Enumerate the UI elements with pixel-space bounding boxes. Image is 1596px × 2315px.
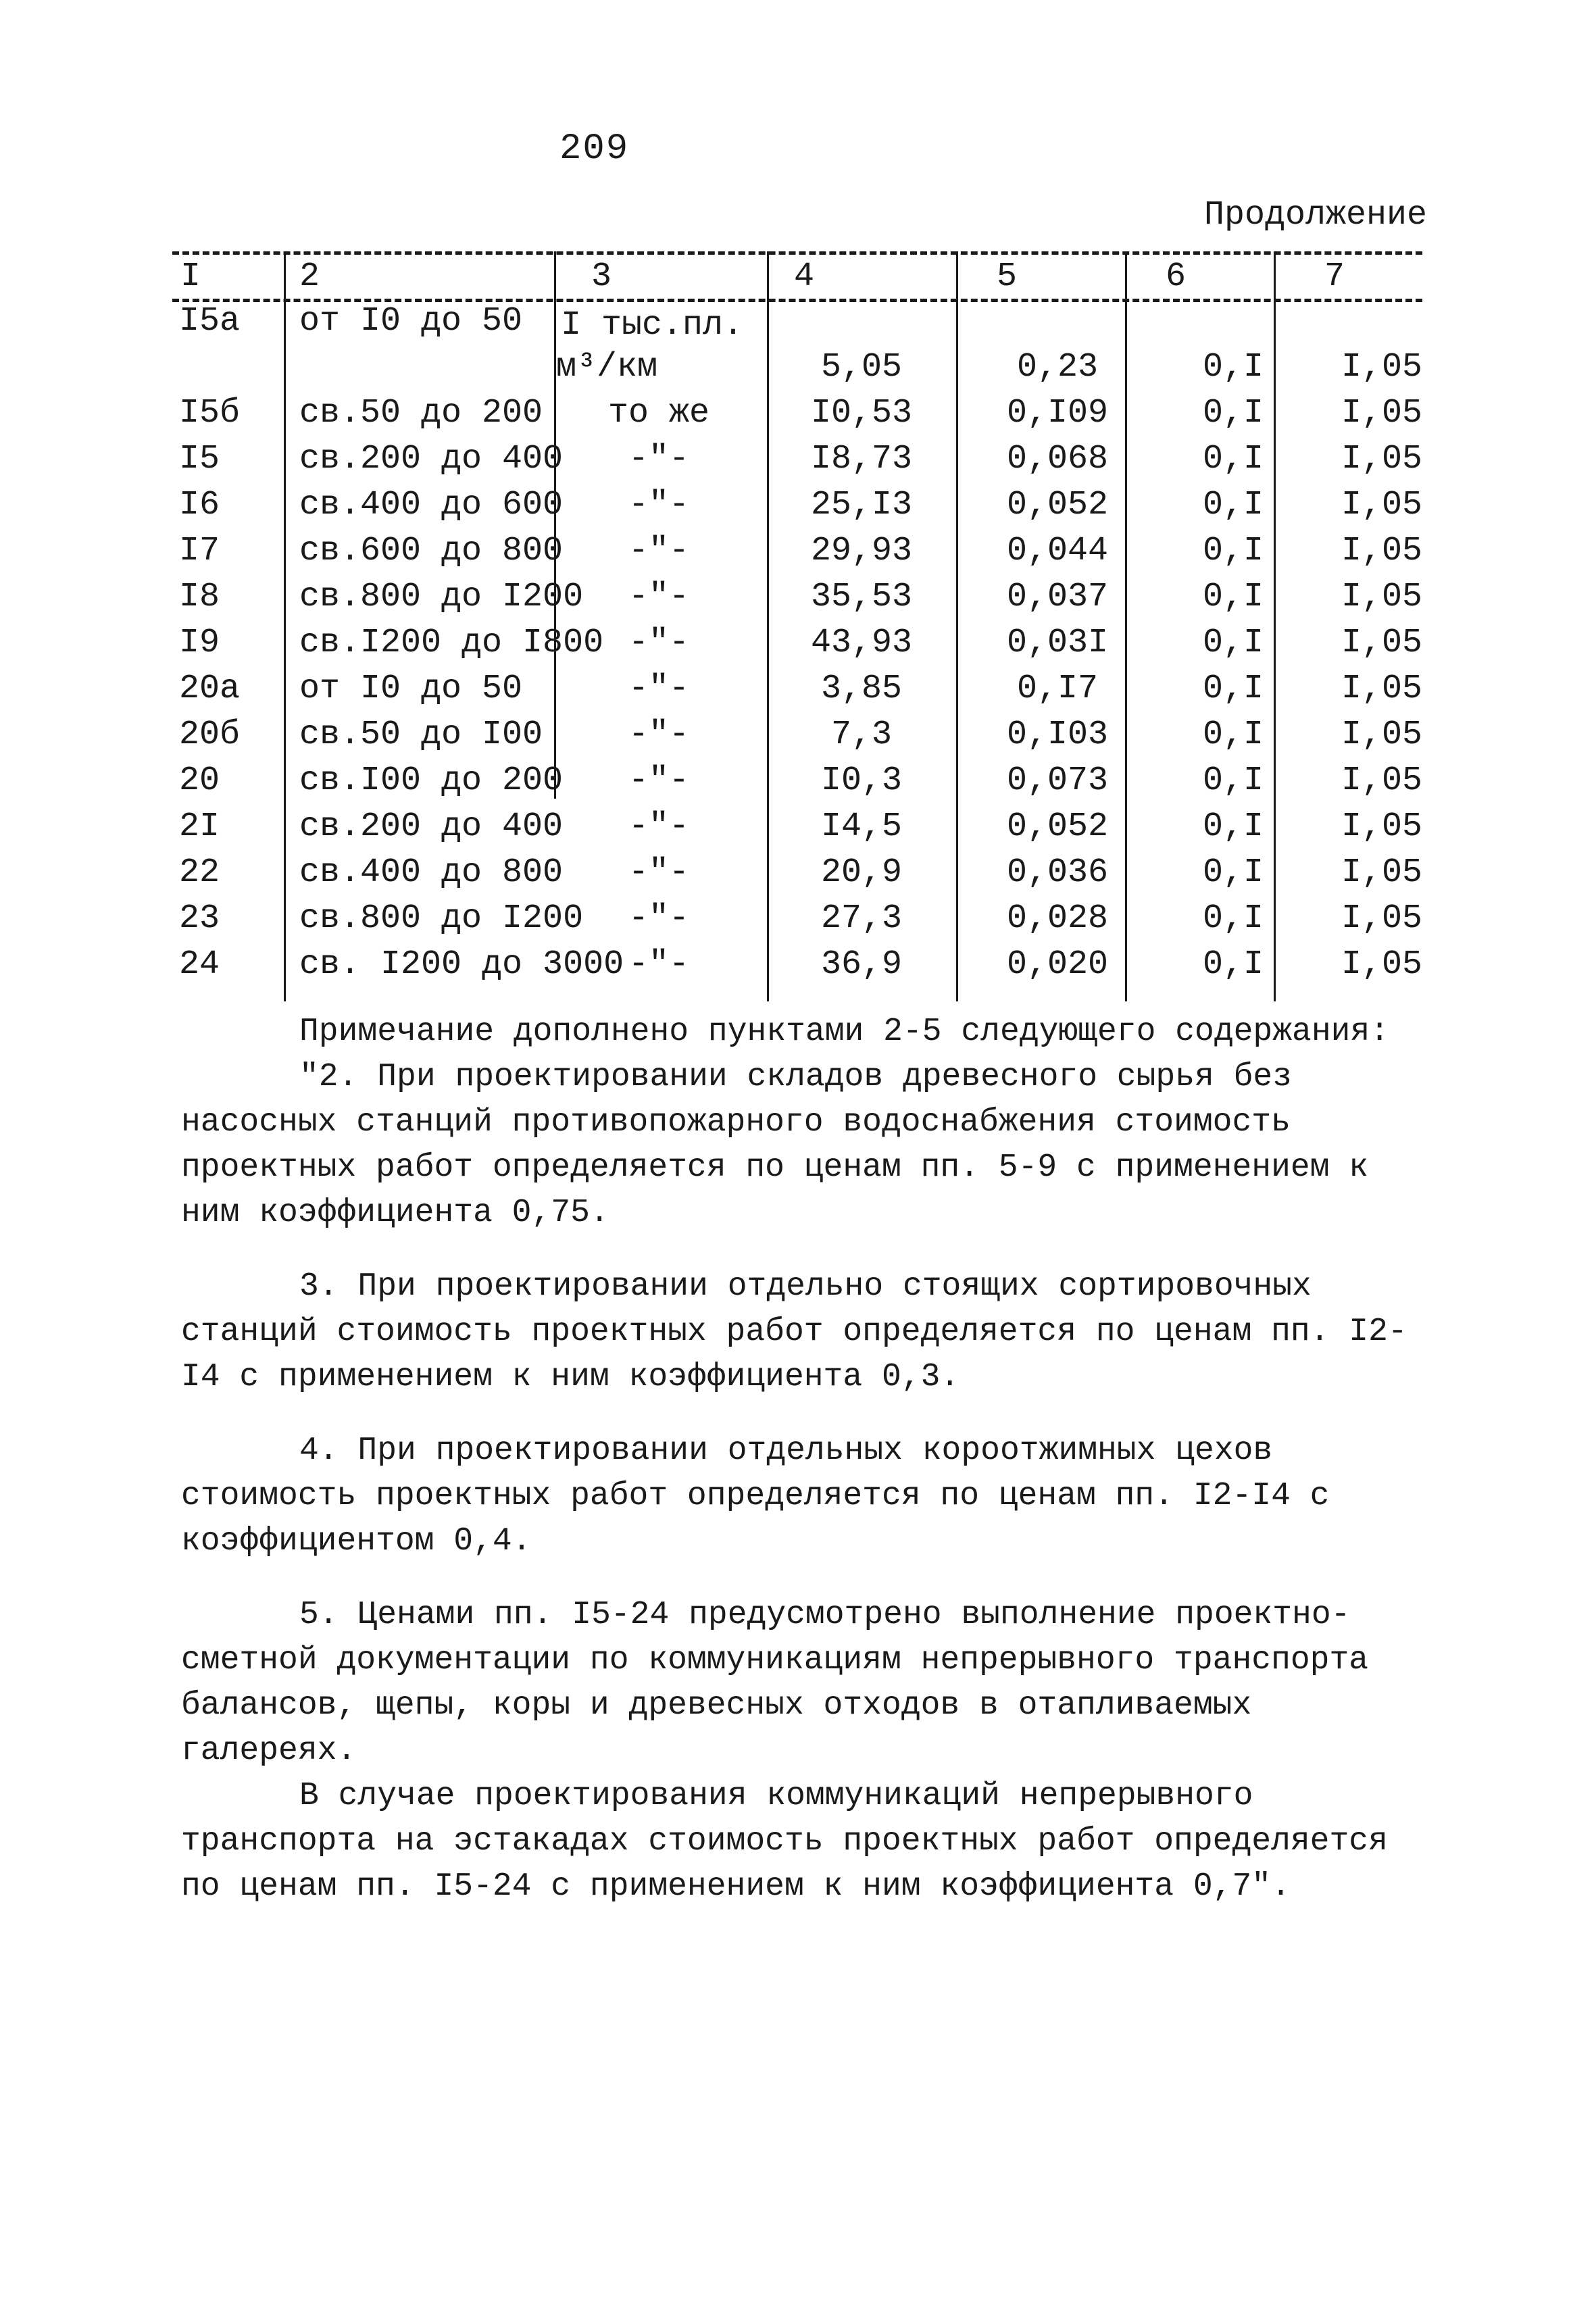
coefficient: I,05 — [1341, 945, 1422, 984]
value-a: I4,5 — [820, 807, 903, 846]
capacity-range: св.50 до I00 — [299, 716, 543, 754]
value-b: 0,I03 — [1006, 716, 1109, 754]
value-b: 0,03I — [1006, 624, 1109, 662]
value-b: 0,020 — [1006, 945, 1109, 984]
coefficient: I,05 — [1341, 440, 1422, 478]
table-row — [172, 758, 1422, 804]
unit-ditto: -"- — [628, 624, 689, 662]
capacity-range: св.200 до 400 — [299, 807, 564, 846]
share: 0,I — [1202, 670, 1264, 708]
value-b: 0,073 — [1006, 762, 1109, 800]
capacity-range: св.600 до 800 — [299, 532, 564, 570]
unit-ditto: -"- — [628, 716, 689, 754]
row-number: 22 — [179, 853, 220, 892]
table-row — [172, 391, 1422, 437]
column-header: 6 — [1166, 257, 1187, 296]
note-paragraph-3: 3. При проектировании отдельно стоящих сортировочных станций стоимость проектных работ определяется по ценам пп. I2-I4 с применением к ним коэффициента 0,3. — [181, 1268, 1407, 1395]
share: 0,I — [1202, 945, 1264, 984]
column-header: I — [180, 257, 201, 296]
value-a: 20,9 — [820, 853, 903, 892]
column-header: 7 — [1324, 257, 1345, 296]
capacity-range: св.800 до I200 — [299, 899, 584, 938]
share: 0,I — [1202, 899, 1264, 938]
value-b: 0,068 — [1006, 440, 1109, 478]
value-a: 3,85 — [820, 670, 903, 708]
value-a: 7,3 — [830, 716, 892, 754]
column-header: 3 — [591, 257, 612, 296]
unit-label: I тыс.пл. — [561, 306, 744, 345]
note-paragraph-6: В случае проектирования коммуникаций непрерывного транспорта на эстакадах стоимость проектных работ определяется по ценам пп. I5-24 с применением к ним коэффициента 0,7". — [181, 1778, 1388, 1905]
table-row — [172, 482, 1422, 528]
unit-ditto: то же — [607, 394, 710, 432]
capacity-range: св.50 до 200 — [299, 394, 543, 432]
row-number: I7 — [179, 532, 220, 570]
unit-ditto: -"- — [628, 945, 689, 984]
share: 0,I — [1202, 853, 1264, 892]
value-a: 35,53 — [810, 578, 913, 616]
column-header: 5 — [997, 257, 1018, 296]
capacity-range: св.200 до 400 — [299, 440, 564, 478]
share: 0,I — [1202, 624, 1264, 662]
notes-section — [181, 1010, 1418, 1910]
coefficient: I,05 — [1341, 624, 1422, 662]
capacity-range: от I0 до 50 — [299, 302, 523, 341]
coefficient: I,05 — [1341, 578, 1422, 616]
table-row — [172, 896, 1422, 942]
coefficient: I,05 — [1341, 532, 1422, 570]
share: 0,I — [1202, 532, 1264, 570]
row-number: I5б — [179, 394, 241, 432]
note-paragraph-5: 5. Ценами пп. I5-24 предусмотрено выполнение проектно-сметной документации по коммуникациям непрерывного транспорта балансов, щепы, коры и древесных отходов в отапливаемых галереях. — [181, 1597, 1369, 1769]
value-a: 5,05 — [820, 348, 903, 387]
coefficient: I,05 — [1341, 762, 1422, 800]
share: 0,I — [1202, 348, 1264, 387]
table-top-rule — [172, 251, 1422, 255]
value-b: 0,028 — [1006, 899, 1109, 938]
coefficient: I,05 — [1341, 899, 1422, 938]
coefficient: I,05 — [1341, 670, 1422, 708]
row-number: I9 — [179, 624, 220, 662]
unit-ditto: -"- — [628, 807, 689, 846]
coefficient: I,05 — [1341, 486, 1422, 524]
value-b: 0,23 — [1016, 348, 1099, 387]
column-header: 4 — [794, 257, 815, 296]
value-a: 27,3 — [820, 899, 903, 938]
coefficient: I,05 — [1341, 853, 1422, 892]
row-number: I5а — [179, 302, 241, 341]
table-row — [172, 437, 1422, 482]
unit-ditto: -"- — [628, 762, 689, 800]
share: 0,I — [1202, 716, 1264, 754]
share: 0,I — [1202, 440, 1264, 478]
share: 0,I — [1202, 486, 1264, 524]
unit-ditto: -"- — [628, 670, 689, 708]
capacity-range: св.I00 до 200 — [299, 762, 564, 800]
table-row — [172, 850, 1422, 896]
share: 0,I — [1202, 394, 1264, 432]
unit-ditto: -"- — [628, 532, 689, 570]
unit-ditto: -"- — [628, 899, 689, 938]
value-a: 43,93 — [810, 624, 913, 662]
value-a: 29,93 — [810, 532, 913, 570]
value-b: 0,036 — [1006, 853, 1109, 892]
capacity-range: св.400 до 800 — [299, 853, 564, 892]
rates-table — [172, 251, 1422, 1001]
unit-ditto: -"- — [628, 853, 689, 892]
unit-ditto: -"- — [628, 486, 689, 524]
row-number: 20а — [179, 670, 241, 708]
capacity-range: св.800 до I200 — [299, 578, 584, 616]
value-a: I0,53 — [810, 394, 913, 432]
unit-label: м³/км — [556, 348, 658, 387]
column-header: 2 — [299, 257, 320, 296]
row-number: 20б — [179, 716, 241, 754]
value-a: 25,I3 — [810, 486, 913, 524]
table-row — [172, 712, 1422, 758]
table-row — [172, 620, 1422, 666]
value-a: 36,9 — [820, 945, 903, 984]
row-number: 24 — [179, 945, 220, 984]
capacity-range: св.400 до 600 — [299, 486, 564, 524]
value-b: 0,I7 — [1016, 670, 1099, 708]
row-number: I5 — [179, 440, 220, 478]
notes-intro: Примечание дополнено пунктами 2-5 следующего содержания: — [299, 1014, 1390, 1050]
unit-ditto: -"- — [628, 578, 689, 616]
value-b: 0,052 — [1006, 486, 1109, 524]
page-number: 209 — [559, 128, 630, 170]
coefficient: I,05 — [1341, 348, 1422, 387]
table-row — [172, 804, 1422, 850]
row-number: 20 — [179, 762, 220, 800]
share: 0,I — [1202, 578, 1264, 616]
table-row — [172, 942, 1422, 988]
value-a: I8,73 — [810, 440, 913, 478]
row-number: I6 — [179, 486, 220, 524]
row-number: 23 — [179, 899, 220, 938]
table-row — [172, 666, 1422, 712]
table-row — [172, 574, 1422, 620]
note-paragraph-4: 4. При проектировании отдельных короотжимных цехов стоимость проектных работ определяется по ценам пп. I2-I4 с коэффициентом 0,4. — [181, 1433, 1330, 1560]
capacity-range: от I0 до 50 — [299, 670, 523, 708]
share: 0,I — [1202, 762, 1264, 800]
share: 0,I — [1202, 807, 1264, 846]
row-number: 2I — [179, 807, 220, 846]
table-row — [172, 528, 1422, 574]
value-b: 0,052 — [1006, 807, 1109, 846]
capacity-range: св.I200 до I800 — [299, 624, 604, 662]
value-b: 0,044 — [1006, 532, 1109, 570]
row-number: I8 — [179, 578, 220, 616]
note-paragraph-2: "2. При проектировании складов древесного сырья без насосных станций противопожарного водоснабжения стоимость проектных работ определяется по ценам пп. 5-9 с применением к ним коэффициента 0,75. — [181, 1059, 1369, 1231]
value-a: I0,3 — [820, 762, 903, 800]
coefficient: I,05 — [1341, 394, 1422, 432]
capacity-range: св. I200 до 3000 — [299, 945, 624, 984]
value-b: 0,037 — [1006, 578, 1109, 616]
coefficient: I,05 — [1341, 716, 1422, 754]
value-b: 0,I09 — [1006, 394, 1109, 432]
continuation-label: Продолжение — [1203, 196, 1427, 234]
unit-ditto: -"- — [628, 440, 689, 478]
coefficient: I,05 — [1341, 807, 1422, 846]
